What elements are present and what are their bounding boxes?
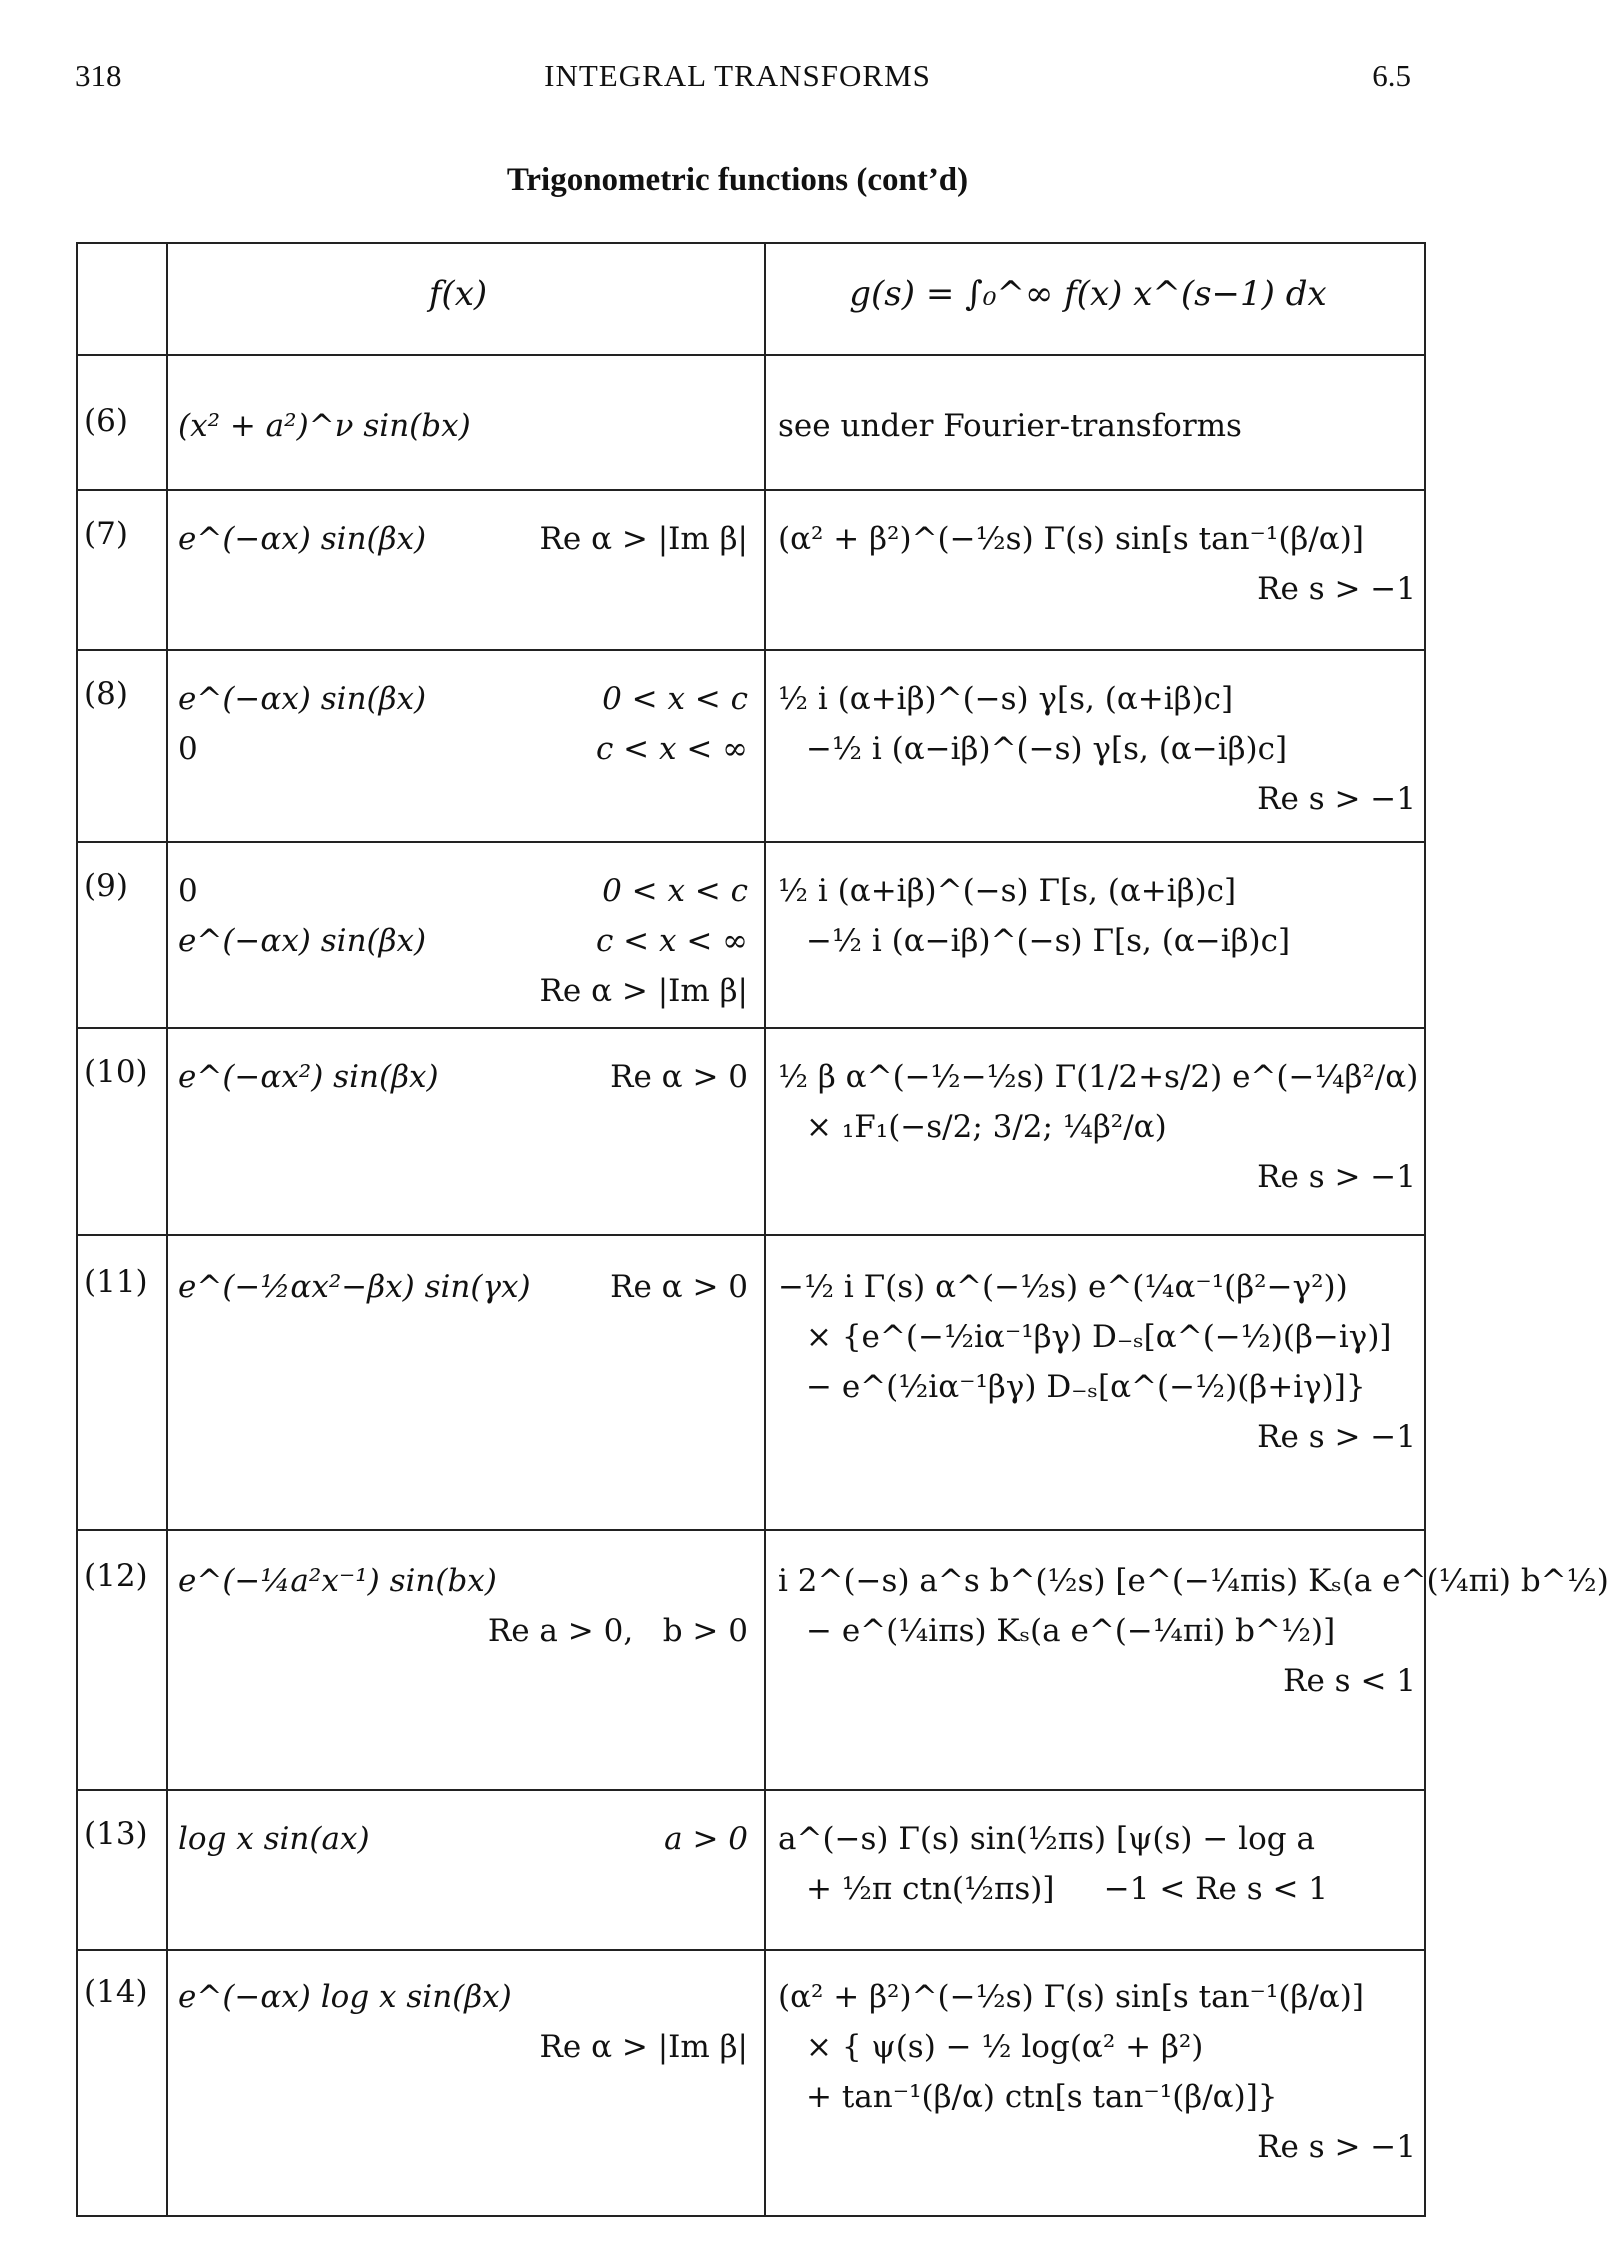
fx-condition: 0 < x < c c < x < ∞ Re α > |Im β|	[539, 873, 748, 1009]
row-number: (9)	[84, 868, 128, 904]
fx-expression: e^(−αx) log x sin(βx)	[178, 1979, 512, 2015]
page-header	[0, 58, 1475, 98]
column-header-fx: f(x)	[428, 274, 488, 314]
row-divider	[78, 649, 1424, 651]
row-divider	[78, 1234, 1424, 1236]
row-divider	[78, 1027, 1424, 1029]
row-number: (10)	[84, 1054, 148, 1090]
fx-expression: e^(−αx²) sin(βx)	[178, 1059, 439, 1095]
row-divider	[78, 489, 1424, 491]
gs-expression: see under Fourier-transforms	[778, 408, 1242, 444]
row-number: (14)	[84, 1974, 148, 2010]
fx-condition: a > 0	[664, 1821, 748, 1857]
fx-condition: Re a > 0, b > 0	[487, 1613, 748, 1649]
fx-condition: 0 < x < c c < x < ∞	[595, 681, 748, 767]
fx-expression: 0 e^(−αx) sin(βx)	[178, 873, 427, 959]
gs-expression: ½ β α^(−½−½s) Γ(1/2+s/2) e^(−¼β²/α) × ₁F₁(−s/2; 3/2; ¼β²/α) Re s > −1	[778, 1059, 1419, 1195]
row-number: (11)	[84, 1264, 148, 1300]
column-header-gs: g(s) = ∫₀^∞ f(x) x^(s−1) dx	[849, 274, 1327, 314]
row-number: (12)	[84, 1558, 148, 1594]
gs-expression: (α² + β²)^(−½s) Γ(s) sin[s tan⁻¹(β/α)] Re s > −1	[778, 521, 1416, 607]
row-number: (6)	[84, 403, 128, 439]
row-divider	[78, 1949, 1424, 1951]
fx-condition: Re α > 0	[610, 1269, 748, 1305]
fx-expression: e^(−½αx²−βx) sin(γx)	[178, 1269, 531, 1305]
row-number: (7)	[84, 516, 128, 552]
gs-expression: a^(−s) Γ(s) sin(½πs) [ψ(s) − log a + ½π ctn(½πs)] −1 < Re s < 1	[778, 1821, 1329, 1907]
fx-expression: e^(−¼a²x⁻¹) sin(bx)	[178, 1563, 497, 1599]
running-title: INTEGRAL TRANSFORMS	[544, 58, 931, 93]
row-divider	[78, 1789, 1424, 1791]
section-number: 6.5	[1372, 58, 1411, 93]
fx-condition: Re α > |Im β|	[539, 521, 748, 557]
gs-expression: −½ i Γ(s) α^(−½s) e^(¼α⁻¹(β²−γ²)) × {e^(−½iα⁻¹βγ) D₋ₛ[α^(−½)(β−iγ)] − e^(½iα⁻¹βγ) D₋ₛ[α^(−½)(β+iγ)]} Re s > −1	[778, 1269, 1416, 1455]
gs-expression: i 2^(−s) a^s b^(½s) [e^(−¼πis) Kₛ(a e^(¼πi) b^½) − e^(¼iπs) Kₛ(a e^(−¼πi) b^½)] Re s < 1	[778, 1563, 1609, 1699]
gs-expression: ½ i (α+iβ)^(−s) γ[s, (α+iβ)c] −½ i (α−iβ)^(−s) γ[s, (α−iβ)c] Re s > −1	[778, 681, 1416, 817]
fx-expression: log x sin(ax)	[178, 1821, 370, 1857]
table-subtitle: Trigonometric functions (cont’d)	[506, 162, 969, 198]
gs-expression: ½ i (α+iβ)^(−s) Γ[s, (α+iβ)c] −½ i (α−iβ)^(−s) Γ[s, (α−iβ)c]	[778, 873, 1291, 959]
gs-expression: (α² + β²)^(−½s) Γ(s) sin[s tan⁻¹(β/α)] × { ψ(s) − ½ log(α² + β²) + tan⁻¹(β/α) ctn[s tan⁻¹(β/α)]} Re s > −1	[778, 1979, 1416, 2165]
fx-expression: (x² + a²)^ν sin(bx)	[178, 408, 471, 444]
row-divider	[78, 841, 1424, 843]
fx-condition: Re α > 0	[610, 1059, 748, 1095]
column-divider	[764, 244, 766, 2215]
transform-table	[76, 242, 1609, 2217]
row-number: (8)	[84, 676, 128, 712]
row-number: (13)	[84, 1816, 148, 1852]
row-divider	[78, 1529, 1424, 1531]
row-divider	[78, 354, 1424, 356]
page-number: 318	[75, 58, 122, 93]
fx-expression: e^(−αx) sin(βx)	[178, 521, 427, 557]
fx-condition: Re α > |Im β|	[539, 2029, 748, 2065]
fx-expression: e^(−αx) sin(βx) 0	[178, 681, 427, 767]
